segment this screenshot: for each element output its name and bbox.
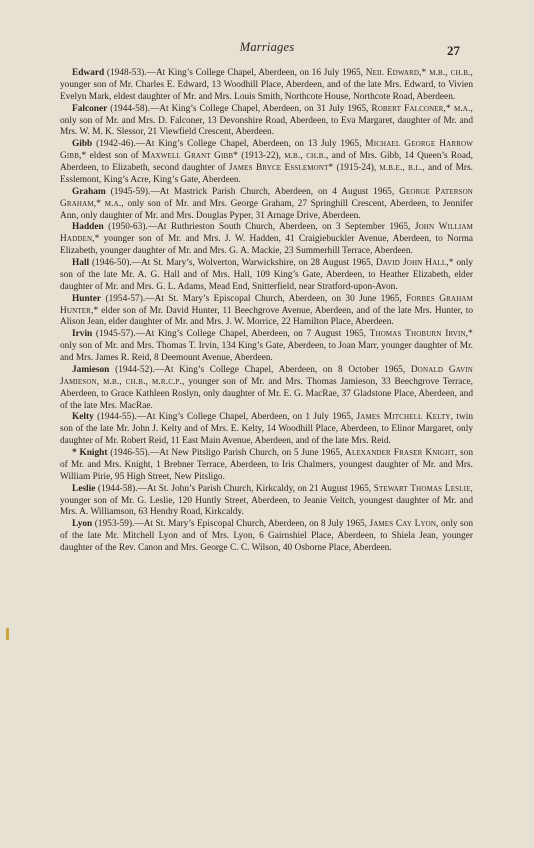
marriage-entry bbox=[60, 329, 473, 365]
entry-surname: Hunter bbox=[72, 293, 102, 304]
entry-text: (1953-59).—At St. Mary’s Episcopal Church, Aberdeen, on 8 July 1965, bbox=[92, 519, 370, 530]
marriage-entry bbox=[60, 519, 473, 555]
marriage-entry bbox=[60, 448, 473, 484]
entry-name-smallcaps: James Cay Lyon, bbox=[369, 519, 439, 530]
entry-name-smallcaps: George Paterson Graham,* m.a., bbox=[60, 186, 473, 209]
marriage-entry bbox=[60, 258, 473, 294]
entry-surname: Gibb bbox=[72, 139, 93, 150]
entry-name-smallcaps: Neil Edward,* m.b., ch.b., bbox=[365, 68, 473, 78]
entry-text: only son of the late Mr. Mitchell Lyon and of Mrs. Lyon, 6 Gairnshiel Place, Aberdeen, to Shiela Jean, younger daughter of the Rev. Canon and Mrs. George C. C. Wilson, 40 Osborne Place, Aberdeen. bbox=[60, 519, 473, 553]
entry-text: only son of Mr. and Mrs. Thomas T. Irvin, 134 King’s Gate, Aberdeen, to Joan Marr, younger daughter of Mr. and Mrs. James R. Reid, 8 Deemount Avenue, Aberdeen. bbox=[60, 341, 473, 363]
entry-text: (1913-22), bbox=[237, 151, 285, 162]
entry-surname: Edward bbox=[72, 68, 105, 78]
entry-text: (1944-52).—At King’s College Chapel, Aberdeen, on 8 October 1965, bbox=[109, 364, 411, 375]
entry-name-smallcaps: Michael George Harrow Gibb,* bbox=[60, 139, 473, 162]
marriage-entry bbox=[60, 222, 473, 258]
entry-text: twin son of the late Mr. John J. Kelty and of Mrs. E. Kelty, 14 Woodhill Place, Aberdeen, to Elinor Margaret, only daughter of Mr. Robert Reid, 11 East Main Avenue, Aberdeen, and of the late Mrs. Reid. bbox=[60, 412, 473, 447]
margin-mark bbox=[6, 628, 9, 640]
entry-text: (1950-63).—At Ruthrieston South Church, Aberdeen, on 3 September 1965, bbox=[103, 222, 415, 233]
entry-surname: Irvin bbox=[72, 329, 93, 340]
entry-surname: Graham bbox=[72, 186, 106, 197]
entry-surname: Falconer bbox=[72, 103, 108, 114]
entry-text: elder son of Mr. David Hunter, 11 Beechgrove Avenue, Aberdeen, and of the late Mrs. Hunter, to Alison Jean, elder daughter of Mr. and Mrs. J. W. Morrice, 22 Hamilton Place, Aberdeen. bbox=[60, 305, 473, 328]
entry-name-smallcaps: Stewart Thomas Leslie, bbox=[373, 483, 473, 494]
entry-surname: Leslie bbox=[72, 483, 96, 494]
entry-text: younger son of Mr. and Mrs. Thomas Jamieson, 33 Beechgrove Terrace, Aberdeen, to Grace Kathleen Roslyn, only daughter of Mr. E. G. MacRae, 37 Gladstone Place, Aberdeen, and of the late Mrs. MacRae. bbox=[60, 376, 473, 411]
entry-text: and of Mrs. Gibb, 14 Queen’s Road, Aberdeen, to Elizabeth, second daughter of bbox=[60, 151, 473, 173]
entry-name-smallcaps: m.b.e., b.l., bbox=[379, 163, 425, 173]
marriage-entry bbox=[60, 68, 473, 104]
entry-name-smallcaps: Forbes Graham Hunter,* bbox=[60, 293, 473, 316]
entry-name-smallcaps: James Mitchell Kelty, bbox=[356, 412, 454, 423]
entry-text: younger son of Mr. Charles E. Edward, 13 Woodhill Place, Aberdeen, and of the late Mrs. Edward, to Vivien Evelyn Mark, eldest daughter of Mr. and Mrs. Louis Smith, Northcote House, Northcote Road, Aberdeen. bbox=[60, 79, 473, 102]
entry-text: younger son of Mr. G. Leslie, 120 Huntly Street, Aberdeen, to Jeanie Veitch, youngest daughter of Mr. and Mrs. A. Williamson, 63 Hendry Road, Kirkcaldy. bbox=[60, 495, 473, 518]
entry-text: (1944-58).—At King’s College Chapel, Aberdeen, on 31 July 1965, bbox=[107, 103, 372, 114]
entry-name-smallcaps: Alexander Fraser Knight, bbox=[345, 448, 458, 458]
entry-name-smallcaps: m.b., ch.b., bbox=[284, 151, 329, 162]
entry-name-smallcaps: James Bryce Esslemont* bbox=[228, 163, 334, 173]
entry-text: (1946-50).—At St. Mary’s, Wolverton, Warwickshire, on 28 August 1965, bbox=[89, 258, 376, 268]
entry-surname: Kelty bbox=[72, 412, 94, 423]
marriage-entry bbox=[60, 139, 473, 187]
entry-text: (1944-58).—At St. John’s Parish Church, Kirkcaldy, on 21 August 1965, bbox=[95, 483, 374, 494]
entry-text: (1945-59).—At Mastrick Parish Church, Aberdeen, on 4 August 1965, bbox=[105, 186, 400, 197]
entry-text: (1948-53).—At King’s College Chapel, Aberdeen, on 16 July 1965, bbox=[104, 68, 366, 78]
entry-name-smallcaps: David John Hall,* bbox=[375, 258, 454, 268]
marriage-entry bbox=[60, 104, 473, 140]
entry-surname: Hadden bbox=[72, 222, 104, 233]
entry-text: younger son of Mr. and Mrs. J. W. Hadden, 41 Craigiebuckler Avenue, Aberdeen, to Norma Elizabeth, younger daughter of Mr. and Mrs. G. A. Mackie, 23 Summerhill Terrace, Aberdeen. bbox=[60, 234, 473, 257]
running-head-title: Marriages bbox=[239, 40, 295, 54]
entry-surname: Hall bbox=[72, 258, 90, 268]
entry-name-smallcaps: Thomas Thoburn Irvin,* bbox=[369, 329, 473, 340]
page-number: 27 bbox=[447, 43, 460, 58]
entry-text: (1944-55).—At King’s College Chapel, Aberdeen, on 1 July 1965, bbox=[93, 412, 357, 423]
marriage-entry bbox=[60, 365, 473, 413]
entry-surname: Knight bbox=[79, 448, 108, 458]
marriage-entry bbox=[60, 187, 473, 223]
entry-surname: Lyon bbox=[72, 519, 93, 530]
entry-mark: * bbox=[72, 448, 80, 458]
marriage-entry bbox=[60, 484, 473, 520]
entry-name-smallcaps: John William Hadden,* bbox=[60, 222, 473, 245]
marriage-entry bbox=[60, 294, 473, 330]
entry-name-smallcaps: Robert Falconer,* m.a., bbox=[371, 103, 473, 114]
entry-text: only son of the late Mr. A. G. Hall and of Mrs. Hall, 109 King’s Gate, Aberdeen, to Heather Elizabeth, elder daughter of Mr. and Mrs. G. L. Adams, Mead End, Snitterfield, near Stratford-upon-Avon. bbox=[60, 258, 473, 292]
entry-text: (1942-46).—At King’s College Chapel, Aberdeen, on 13 July 1965, bbox=[92, 139, 366, 150]
entry-text: son of Mr. and Mrs. Knight, 1 Brebner Terrace, Aberdeen, to Iris Chalmers, youngest daughter of Mr. and Mrs. William Pirie, 95 High Street, New Pitsligo. bbox=[60, 448, 473, 482]
entry-text: only son of Mr. and Mrs. George Graham, 27 Springhill Crescent, Aberdeen, to Jennifer Ann, only daughter of Mr. and Mrs. Douglas Pyper, 31 Arnage Drive, Aberdeen. bbox=[60, 198, 473, 221]
entry-text: (1954-57).—At St. Mary’s Episcopal Church, Aberdeen, on 30 June 1965, bbox=[101, 293, 407, 304]
entry-text: (1946-55).—At New Pitsligo Parish Church, on 5 June 1965, bbox=[107, 448, 346, 458]
marriage-entries bbox=[60, 68, 473, 555]
entry-text: eldest son of bbox=[86, 151, 142, 162]
marriage-entry bbox=[60, 412, 473, 448]
entry-text: (1915-24), bbox=[333, 163, 380, 173]
entry-text: and of Mrs. Esslemont, King’s Acre, King’s Gate, Aberdeen. bbox=[60, 163, 473, 185]
entry-name-smallcaps: Maxwell Grant Gibb* bbox=[141, 151, 238, 162]
entry-text: only son of Mr. and Mrs. D. Falconer, 13 Devonshire Road, Aberdeen, to Eva Margaret, daughter of Mr. and Mrs. W. M. K. Slessor, 21 Viewfield Crescent, Aberdeen. bbox=[60, 115, 473, 138]
running-head bbox=[0, 40, 534, 62]
entry-name-smallcaps: Donald Gavin Jamieson, m.b., ch.b., m.r.c.p., bbox=[60, 364, 473, 387]
entry-text: (1945-57).—At King’s College Chapel, Aberdeen, on 7 August 1965, bbox=[92, 329, 370, 340]
entry-surname: Jamieson bbox=[72, 364, 110, 375]
